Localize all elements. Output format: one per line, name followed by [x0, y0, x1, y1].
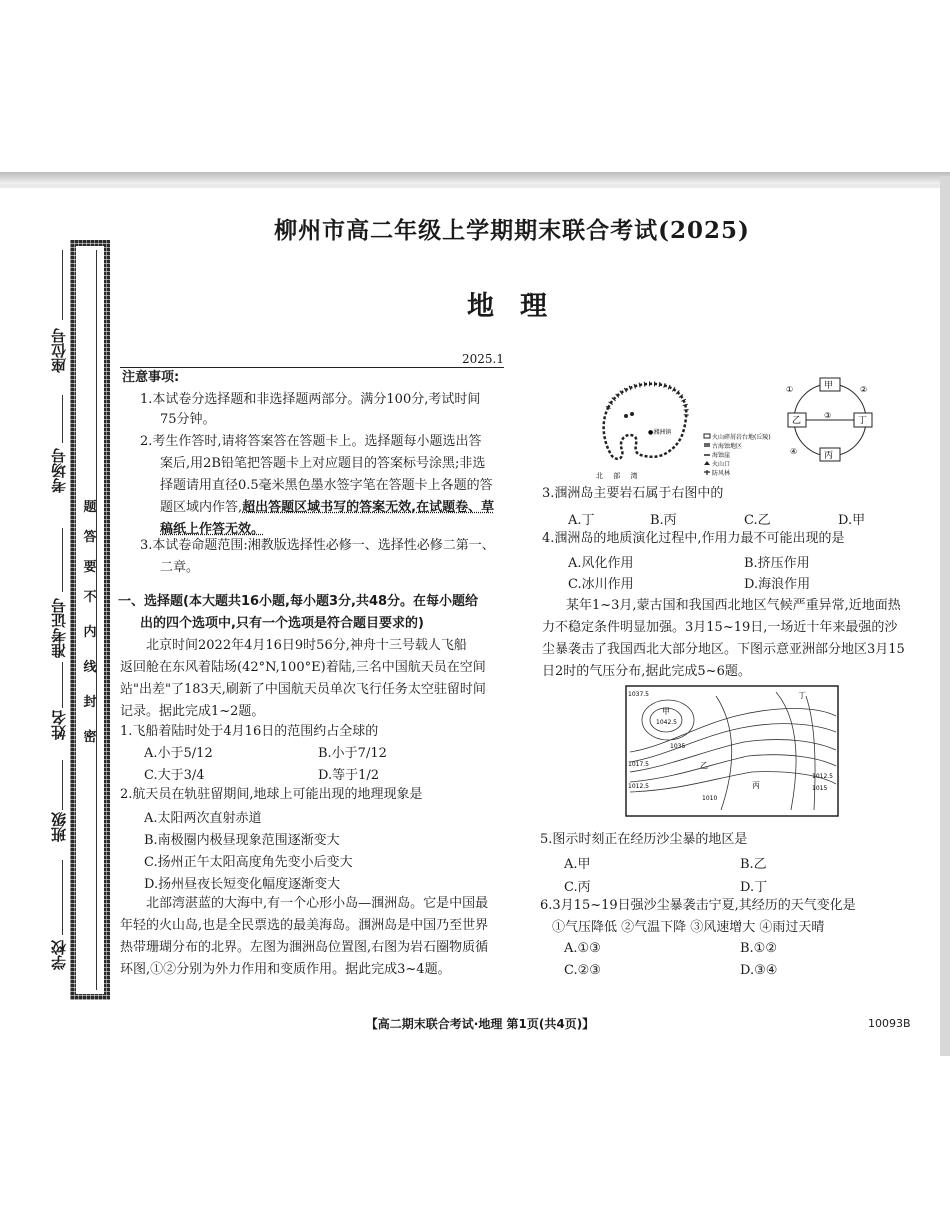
passage-line: 热带珊瑚分布的北界。左图为涠洲岛位置图,右图为岩石圈物质循 [120, 940, 489, 955]
isobar-label: 1035 [670, 743, 686, 750]
question-4-stem: 4.涠洲岛的地质演化过程中,作用力最不可能出现的是 [542, 531, 845, 546]
map-town-label: ●湘洲镇 [648, 429, 672, 436]
scan-right-edge [940, 176, 950, 1056]
passage-line: 北部湾湛蓝的大海中,有一个心形小岛—涠洲岛。它是中国最 [146, 896, 489, 911]
isobar-label: 1037.5 [628, 691, 649, 698]
q1-option-d[interactable]: D.等于1/2 [318, 768, 380, 783]
legend-item: 海蚀崖 [712, 452, 731, 459]
region-label: 乙 [700, 761, 708, 770]
notice-emphasis: 稿纸上作答无效。 [160, 522, 265, 537]
q5-option-c[interactable]: C.丙 [564, 880, 591, 895]
passage-line: 日2时的气压分布,据此完成5~6题。 [542, 664, 751, 679]
q6-option-b[interactable]: B.①② [740, 941, 777, 956]
q4-option-b[interactable]: B.挤压作用 [744, 556, 810, 571]
island-outline [604, 384, 687, 459]
class-label: 班级 [50, 812, 68, 842]
passage-line: 记录。据此完成1~2题。 [120, 704, 265, 719]
cycle-node-yi: 乙 [792, 416, 802, 426]
question-6-items: ①气压降低 ②气温下降 ③风速增大 ④雨过天晴 [552, 920, 825, 935]
passage-line: 站"出差"了183天,刷新了中国航天员单次飞行任务太空驻留时间 [120, 682, 486, 697]
isobar-label: 1017.5 [628, 761, 649, 768]
ticket-number-field[interactable] [62, 528, 63, 592]
map-sea-label: 北 部 湾 [596, 472, 642, 480]
region-label: 丙 [752, 781, 760, 790]
q2-option-a[interactable]: A.太阳两次直射赤道 [144, 811, 262, 826]
q3-option-b[interactable]: B.丙 [650, 513, 677, 528]
seal-char: 线 [83, 660, 97, 675]
region-label: 甲 [662, 707, 670, 716]
cycle-node-ding: 丁 [858, 416, 868, 426]
q4-option-d[interactable]: D.海浪作用 [744, 577, 811, 592]
seal-char: 密 [83, 730, 97, 745]
q5-option-d[interactable]: D.丁 [740, 880, 768, 895]
scan-edge-shadow [0, 172, 950, 184]
legend-item: 古海蚀地区 [712, 443, 743, 450]
binding-strip [70, 240, 110, 1000]
seal-char: 不 [83, 590, 97, 605]
cycle-node-jia: 甲 [824, 381, 834, 391]
cycle-label-4: ④ [790, 447, 798, 456]
exam-title: 柳州市高二年级上学期期末联合考试(2025) [274, 217, 750, 244]
q4-option-a[interactable]: A.风化作用 [568, 556, 634, 571]
q6-option-d[interactable]: D.③④ [740, 963, 778, 978]
notice-line: 择题请用直径0.5毫米黑色墨水签字笔在答题卡上各题的答 [160, 478, 493, 493]
seal-char: 答 [83, 530, 97, 545]
cycle-label-3: ③ [824, 411, 832, 420]
exam-room-label: 考场号 [50, 448, 68, 493]
isobar-label: 1012.5 [812, 773, 833, 780]
section-header: 一、选择题(本大题共16小题,每小题3分,共48分。在每小题给 [118, 594, 479, 609]
exam-room-field[interactable] [62, 395, 63, 443]
passage-line: 尘暴袭击了我国西北大部分地区。下图示意亚洲部分地区3月15 [542, 642, 905, 657]
seal-dashed-line [96, 250, 97, 990]
seal-char: 题 [83, 500, 97, 515]
passage-line: 返回舱在东风着陆场(42°N,100°E)着陆,三名中国航天员在空间 [120, 660, 486, 675]
name-label: 姓名 [50, 710, 68, 740]
school-field[interactable] [62, 860, 63, 935]
notice-line: 1.本试卷分选择题和非选择题两部分。满分100分,考试时间 [140, 392, 481, 407]
question-2-stem: 2.航天员在轨驻留期间,地球上可能出现的地理现象是 [120, 787, 423, 802]
q2-option-d[interactable]: D.扬州昼夜长短变化幅度逐渐变大 [144, 877, 341, 892]
q2-option-c[interactable]: C.扬州正午太阳高度角先变小后变大 [144, 855, 353, 870]
cycle-label-2: ② [860, 385, 868, 394]
region-label: 丁 [798, 691, 806, 700]
school-label: 学校 [50, 940, 68, 970]
notice-text: 题区域内作答, [160, 500, 243, 515]
q3-option-d[interactable]: D.甲 [838, 513, 866, 528]
q6-option-a[interactable]: A.①③ [564, 941, 601, 956]
seat-number-field[interactable] [62, 250, 63, 320]
scan-edge-light [0, 184, 950, 188]
isobar-label: 1042.5 [656, 719, 677, 726]
seal-char: 内 [83, 625, 97, 640]
q1-option-a[interactable]: A.小于5/12 [144, 746, 213, 761]
seat-number-label: 座位号 [50, 328, 68, 373]
q3-option-c[interactable]: C.乙 [744, 513, 771, 528]
q1-option-b[interactable]: B.小于7/12 [318, 746, 387, 761]
q5-option-a[interactable]: A.甲 [564, 857, 591, 872]
isobar-label: 1010 [702, 795, 718, 802]
paper-code: 10093B [868, 1017, 911, 1030]
cycle-node-bing: 丙 [824, 451, 834, 461]
question-3-stem: 3.涠洲岛主要岩石属于右图中的 [542, 486, 724, 501]
question-5-stem: 5.图示时刻正在经历沙尘暴的地区是 [540, 832, 748, 847]
rock-cycle-diagram [786, 376, 880, 462]
seal-char: 要 [83, 560, 97, 575]
q6-option-c[interactable]: C.②③ [564, 963, 601, 978]
ticket-number-label: 准考证号 [50, 598, 68, 658]
island-coast-trees [608, 384, 686, 418]
legend-item: 火山碎屑岩台地(丘陵) [712, 434, 771, 441]
legend-item: 火山口 [712, 461, 731, 468]
cycle-label-1: ① [786, 385, 794, 394]
notice-emphasis: 超出答题区域书写的答案无效,在试题卷、草 [242, 500, 495, 515]
isobar-label: 1015 [812, 785, 828, 792]
passage-line: 环图,①②分别为外力作用和变质作用。据此完成3~4题。 [120, 962, 451, 977]
passage-line: 某年1~3月,蒙古国和我国西北地区气候严重异常,近地面热 [566, 598, 901, 613]
legend-item: 防风林 [712, 470, 731, 477]
isobar-label: 1012.5 [628, 783, 649, 790]
notice-line: 2.考生作答时,请将答案答在答题卡上。选择题每小题选出答 [140, 434, 482, 449]
page-footer: 【高二期末联合考试·地理 第1页(共4页)】 [365, 1017, 595, 1031]
q5-option-b[interactable]: B.乙 [740, 857, 767, 872]
q2-option-b[interactable]: B.南极圈内极昼现象范围逐渐变大 [144, 833, 340, 848]
question-1-stem: 1.飞船着陆时处于4月16日的范围约占全球的 [120, 724, 379, 739]
name-field[interactable] [62, 662, 63, 708]
passage-line: 力不稳定条件明显加强。3月15~19日,一场近十年来最强的沙 [542, 620, 898, 635]
q4-option-c[interactable]: C.冰川作用 [568, 577, 634, 592]
notice-line: 3.本试卷命题范围:湘教版选择性必修一、选择性必修二第一、 [140, 538, 495, 553]
seal-char: 封 [83, 695, 97, 710]
question-6-stem: 6.3月15~19日强沙尘暴袭击宁夏,其经历的天气变化是 [540, 898, 856, 913]
passage-line: 北京时间2022年4月16日9时56分,神舟十三号载人飞船 [146, 638, 467, 653]
notice-title: 注意事项: [122, 370, 180, 385]
notice-line: 75分钟。 [160, 412, 216, 427]
notice-line: 二章。 [160, 560, 200, 575]
q1-option-c[interactable]: C.大于3/4 [144, 768, 205, 783]
pressure-distribution-map [626, 686, 838, 816]
subject-title: 地理 [467, 291, 573, 322]
notice-line [160, 497, 502, 519]
class-field[interactable] [62, 760, 63, 810]
section-header: 出的四个选项中,只有一个选项是符合题目要求的) [140, 616, 424, 631]
island-map [588, 378, 778, 486]
q3-option-a[interactable]: A.丁 [568, 513, 595, 528]
notice-line: 案后,用2B铅笔把答题卡上对应题目的答案标号涂黑;非选 [160, 456, 486, 471]
passage-line: 年轻的火山岛,也是全民票选的最美海岛。涠洲岛是中国乃至世界 [120, 918, 489, 933]
exam-date: 2025.1 [462, 352, 504, 366]
